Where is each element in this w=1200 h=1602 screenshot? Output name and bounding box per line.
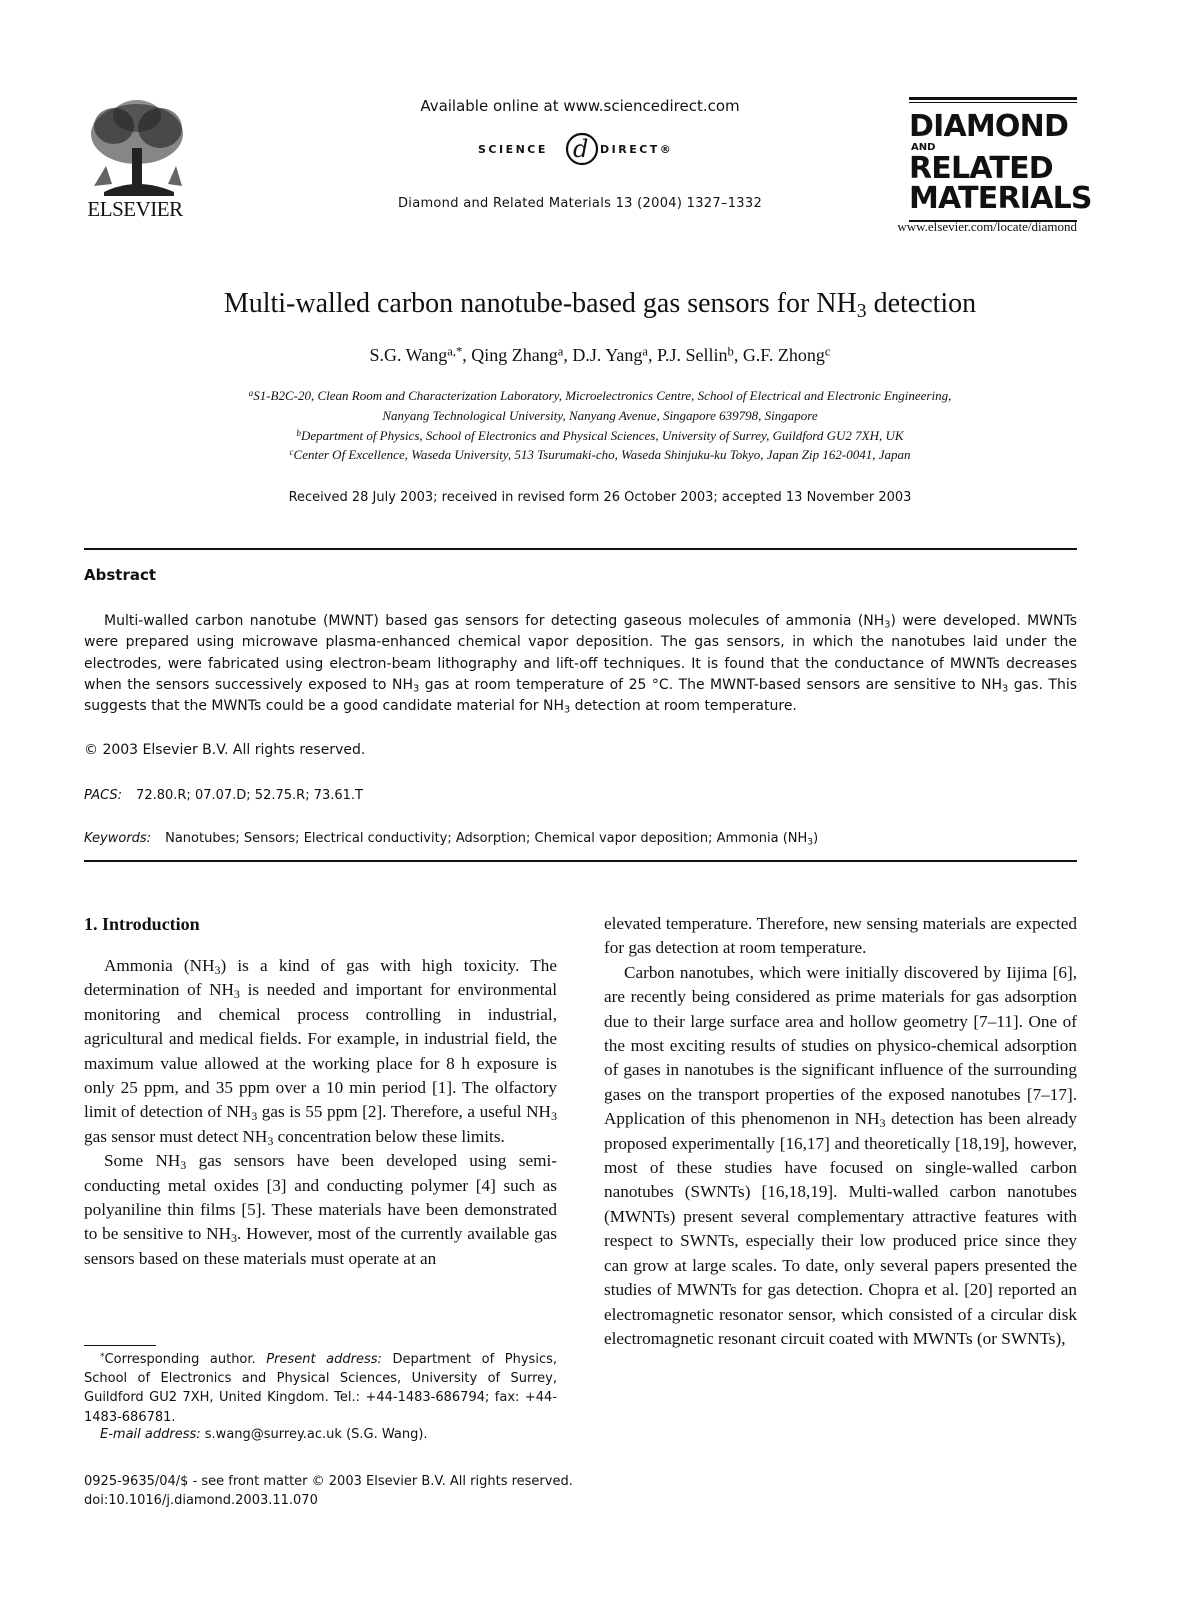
journal-title-line4: MATERIALS (909, 181, 1092, 216)
body-column-left (84, 954, 557, 1271)
subscript: 3 (251, 1109, 258, 1124)
available-online-text: Available online at www.sciencedirect.com (420, 97, 740, 115)
body-text: gas sensors have been developed using semi-conducting metal oxides [3] and conducting polymer [4] such as polyaniline thin films [5]. These materials have been demonstrated to be sensitive to NH (84, 1151, 557, 1244)
abstract-text: gas. This suggests that the MWNTs could be a good candidate material for NH (84, 676, 1078, 715)
author-list: S.G. Wang$^{a,*}$, Qing Zhang$^a$, D.J. Yang$^a$, P.J. Sellin$^b$, G.F. Zhong$^c$ (369, 344, 831, 365)
pacs-codes (84, 788, 363, 803)
abstract-copyright: © 2003 Elsevier B.V. All rights reserved. (84, 742, 366, 758)
present-address-label: Present address: (266, 1352, 382, 1367)
affiliation-b (60, 428, 1140, 444)
subscript: 3 (1002, 683, 1009, 695)
abstract-text: Multi-walled carbon nanotube (MWNT) based gas sensors for detecting gaseous molecules of ammonia (NH (104, 613, 885, 629)
affiliation-text: Center Of Excellence, Waseda University, 513 Tsurumaki-cho, Waseda Shinjuku-ku Tokyo, Japan Zip 162-0041, Japan (293, 447, 911, 462)
footnote-label: Corresponding author. (104, 1352, 256, 1367)
footnote-rule (84, 1345, 156, 1346)
keywords-end: ) (813, 831, 819, 846)
affiliation-mark: c (289, 446, 294, 457)
paragraph (84, 954, 557, 1149)
subscript: 3 (884, 619, 891, 631)
subscript: 3 (879, 1116, 886, 1131)
author-affiliation-mark: c (824, 344, 831, 359)
abstract-text: detection at room temperature. (570, 698, 797, 715)
keywords (84, 831, 818, 846)
doi-line[interactable]: doi:10.1016/j.diamond.2003.11.070 (84, 1493, 318, 1508)
issn-line: 0925-9635/04/$ - see front matter © 2003 Elsevier B.V. All rights reserved. (84, 1474, 573, 1489)
received-dates: Received 28 July 2003; received in revised form 26 October 2003; accepted 13 November 2003 (288, 490, 912, 505)
corresponding-author-footnote (84, 1350, 557, 1427)
affiliation-text: Nanyang Technological University, Nanyang Avenue, Singapore 639798, Singapore (382, 408, 818, 423)
affiliation-mark: b (296, 427, 301, 438)
body-text: ) is a kind of gas with high toxicity. The determination of NH (84, 956, 557, 1000)
abstract-text: gas at room temperature of 25 °C. The MWNT-based sensors are sensitive to NH (419, 676, 1003, 693)
author-affiliation-mark: a,* (447, 344, 463, 359)
affiliation-mark: a (248, 387, 254, 398)
affiliation-a-cont (60, 408, 1140, 424)
abstract-body (84, 611, 1077, 717)
body-text: . However, most of the currently available gas sensors based on these materials must operate at an (84, 1224, 557, 1268)
body-text: Some NH (104, 1151, 181, 1171)
sciencedirect-logo (472, 127, 692, 167)
body-text: gas sensor must detect NH (84, 1126, 268, 1146)
subscript: 3 (233, 987, 240, 1002)
article-title (60, 288, 1140, 320)
journal-title-line1: DIAMOND (909, 109, 1069, 144)
email-footnote (84, 1427, 428, 1442)
keywords-values: Nanotubes; Sensors; Electrical conductivity; Adsorption; Chemical vapor deposition; Ammonia (NH (165, 831, 808, 846)
author-affiliation-mark: a (642, 344, 648, 359)
journal-title-block (909, 97, 1092, 222)
paragraph (604, 961, 1077, 1352)
title-subscript: 3 (856, 300, 867, 322)
svg-text:d: d (573, 135, 589, 163)
body-text: gas is 55 ppm [2]. Therefore, a useful NH (257, 1102, 551, 1122)
paragraph (84, 1149, 557, 1271)
subscript: 3 (550, 1109, 557, 1124)
keywords-label: Keywords: (84, 831, 152, 846)
title-main: Multi-walled carbon nanotube-based gas sensors for NH (223, 288, 857, 319)
subscript: 3 (564, 704, 571, 716)
divider-top (84, 548, 1077, 550)
email-label: E-mail address: (100, 1427, 201, 1442)
journal-title-line3: RELATED (909, 151, 1053, 186)
title-end: detection (866, 288, 977, 319)
affiliation-c (60, 447, 1140, 463)
affiliation-a (60, 388, 1140, 404)
issn-doi-block (84, 1472, 573, 1510)
author-name: Qing Zhang (471, 345, 558, 365)
pacs-values: 72.80.R; 07.07.D; 52.75.R; 73.61.T (136, 788, 363, 803)
paragraph: elevated temperature. Therefore, new sensing materials are expected for gas detection at room temperature. (604, 914, 1077, 958)
body-text: Carbon nanotubes, which were initially discovered by Iijima [6], are recently being considered as prime materials for gas adsorption due to their large surface area and hollow geometry [7–11]. One of the most exciting results of studies on physico-chemical adsorption of gases in nanotubes is the significant influence of the surrounding gases on the transport properties of the exposed nanotubes [7–17]. Application of this phenomenon in NH (604, 962, 1077, 1129)
author-affiliation-mark: b (727, 344, 734, 359)
journal-citation: Diamond and Related Materials 13 (2004) 1327–1332 (397, 196, 763, 211)
author-name: S.G. Wang (369, 345, 448, 365)
elsevier-wordmark: ELSEVIER (87, 197, 183, 221)
body-text: detection has been already proposed experimentally [16,17] and theoretically [18,19], however, most of these studies have focused on single-walled carbon nanotubes (SWNTs) [16,18,19]. Multi-walled carbon nanotubes (MWNTs) present several complementary attractive features with respect to SWNTs, especially their low produced price since they can grow at large scales. To date, only several papers presented the studies of MWNTs for gas detection. Chopra et al. [20] reported an electromagnetic resonator sensor, which consisted of a circular disk electromagnetic resonant circuit coated with MWNTs (or SWNTs), (604, 1109, 1077, 1348)
author-affiliation-mark: a (557, 344, 564, 359)
affiliation-text: S1-B2C-20, Clean Room and Characterization Laboratory, Microelectronics Centre, School of Electrical and Electronic Engineering, (253, 388, 952, 403)
author-name: P.J. Sellin (656, 345, 728, 365)
journal-rule-top (909, 97, 1077, 100)
body-text: is needed and important for environmental monitoring and chemical process controlling in industrial, agricultural and medical fields. For example, in industrial field, the maximum value allowed at the working place for 8 h exposure is only 25 ppm, and 35 ppm over a 10 min period [1]. The olfactory limit of detection of NH (84, 980, 557, 1122)
journal-title-and: AND (911, 142, 936, 153)
body-text: concentration below these limits. (273, 1126, 505, 1146)
svg-text:DIRECT®: DIRECT® (600, 143, 674, 156)
author-name: G.F. Zhong (742, 345, 825, 365)
subscript: 3 (180, 1158, 187, 1173)
subscript: 3 (214, 963, 221, 977)
divider-bottom (84, 860, 1077, 862)
section-heading: 1. Introduction (84, 914, 200, 934)
subscript: 3 (231, 1231, 238, 1246)
author-name: D.J. Yang (572, 345, 643, 365)
body-text: Ammonia (NH (104, 956, 215, 975)
pacs-label: PACS: (84, 788, 123, 803)
footnote-text: Department of Physics, School of Electronics and Physical Sciences, University of Surrey, Guildford GU2 7XH, United Kingdom. Tel.: +44-1483-686794; fax: +44-1483-686781. (84, 1352, 557, 1425)
journal-rule-thin (909, 102, 1077, 103)
footnote-mark: * (100, 1351, 105, 1362)
subscript: 3 (807, 837, 814, 848)
abstract-text: ) were developed. MWNTs were prepared using microwave plasma-enhanced chemical vapor deposition. The gas sensors, in which the nanotubes laid under the electrodes, were fabricated using electron-beam lithography and lift-off techniques. It is found that the conductance of MWNTs decreases when the sensors successively exposed to NH (84, 613, 1077, 693)
email-link[interactable]: s.wang@surrey.ac.uk (S.G. Wang). (204, 1427, 428, 1442)
abstract-heading: Abstract (84, 566, 157, 584)
journal-url-link[interactable]: www.elsevier.com/locate/diamond (897, 219, 1077, 234)
subscript: 3 (412, 683, 420, 695)
svg-text:SCIENCE: SCIENCE (478, 143, 548, 156)
subscript: 3 (267, 1133, 274, 1148)
body-column-right (604, 912, 1077, 1351)
affiliation-text: Department of Physics, School of Electronics and Physical Sciences, University of Surrey, Guildford GU2 7XH, UK (300, 428, 904, 443)
